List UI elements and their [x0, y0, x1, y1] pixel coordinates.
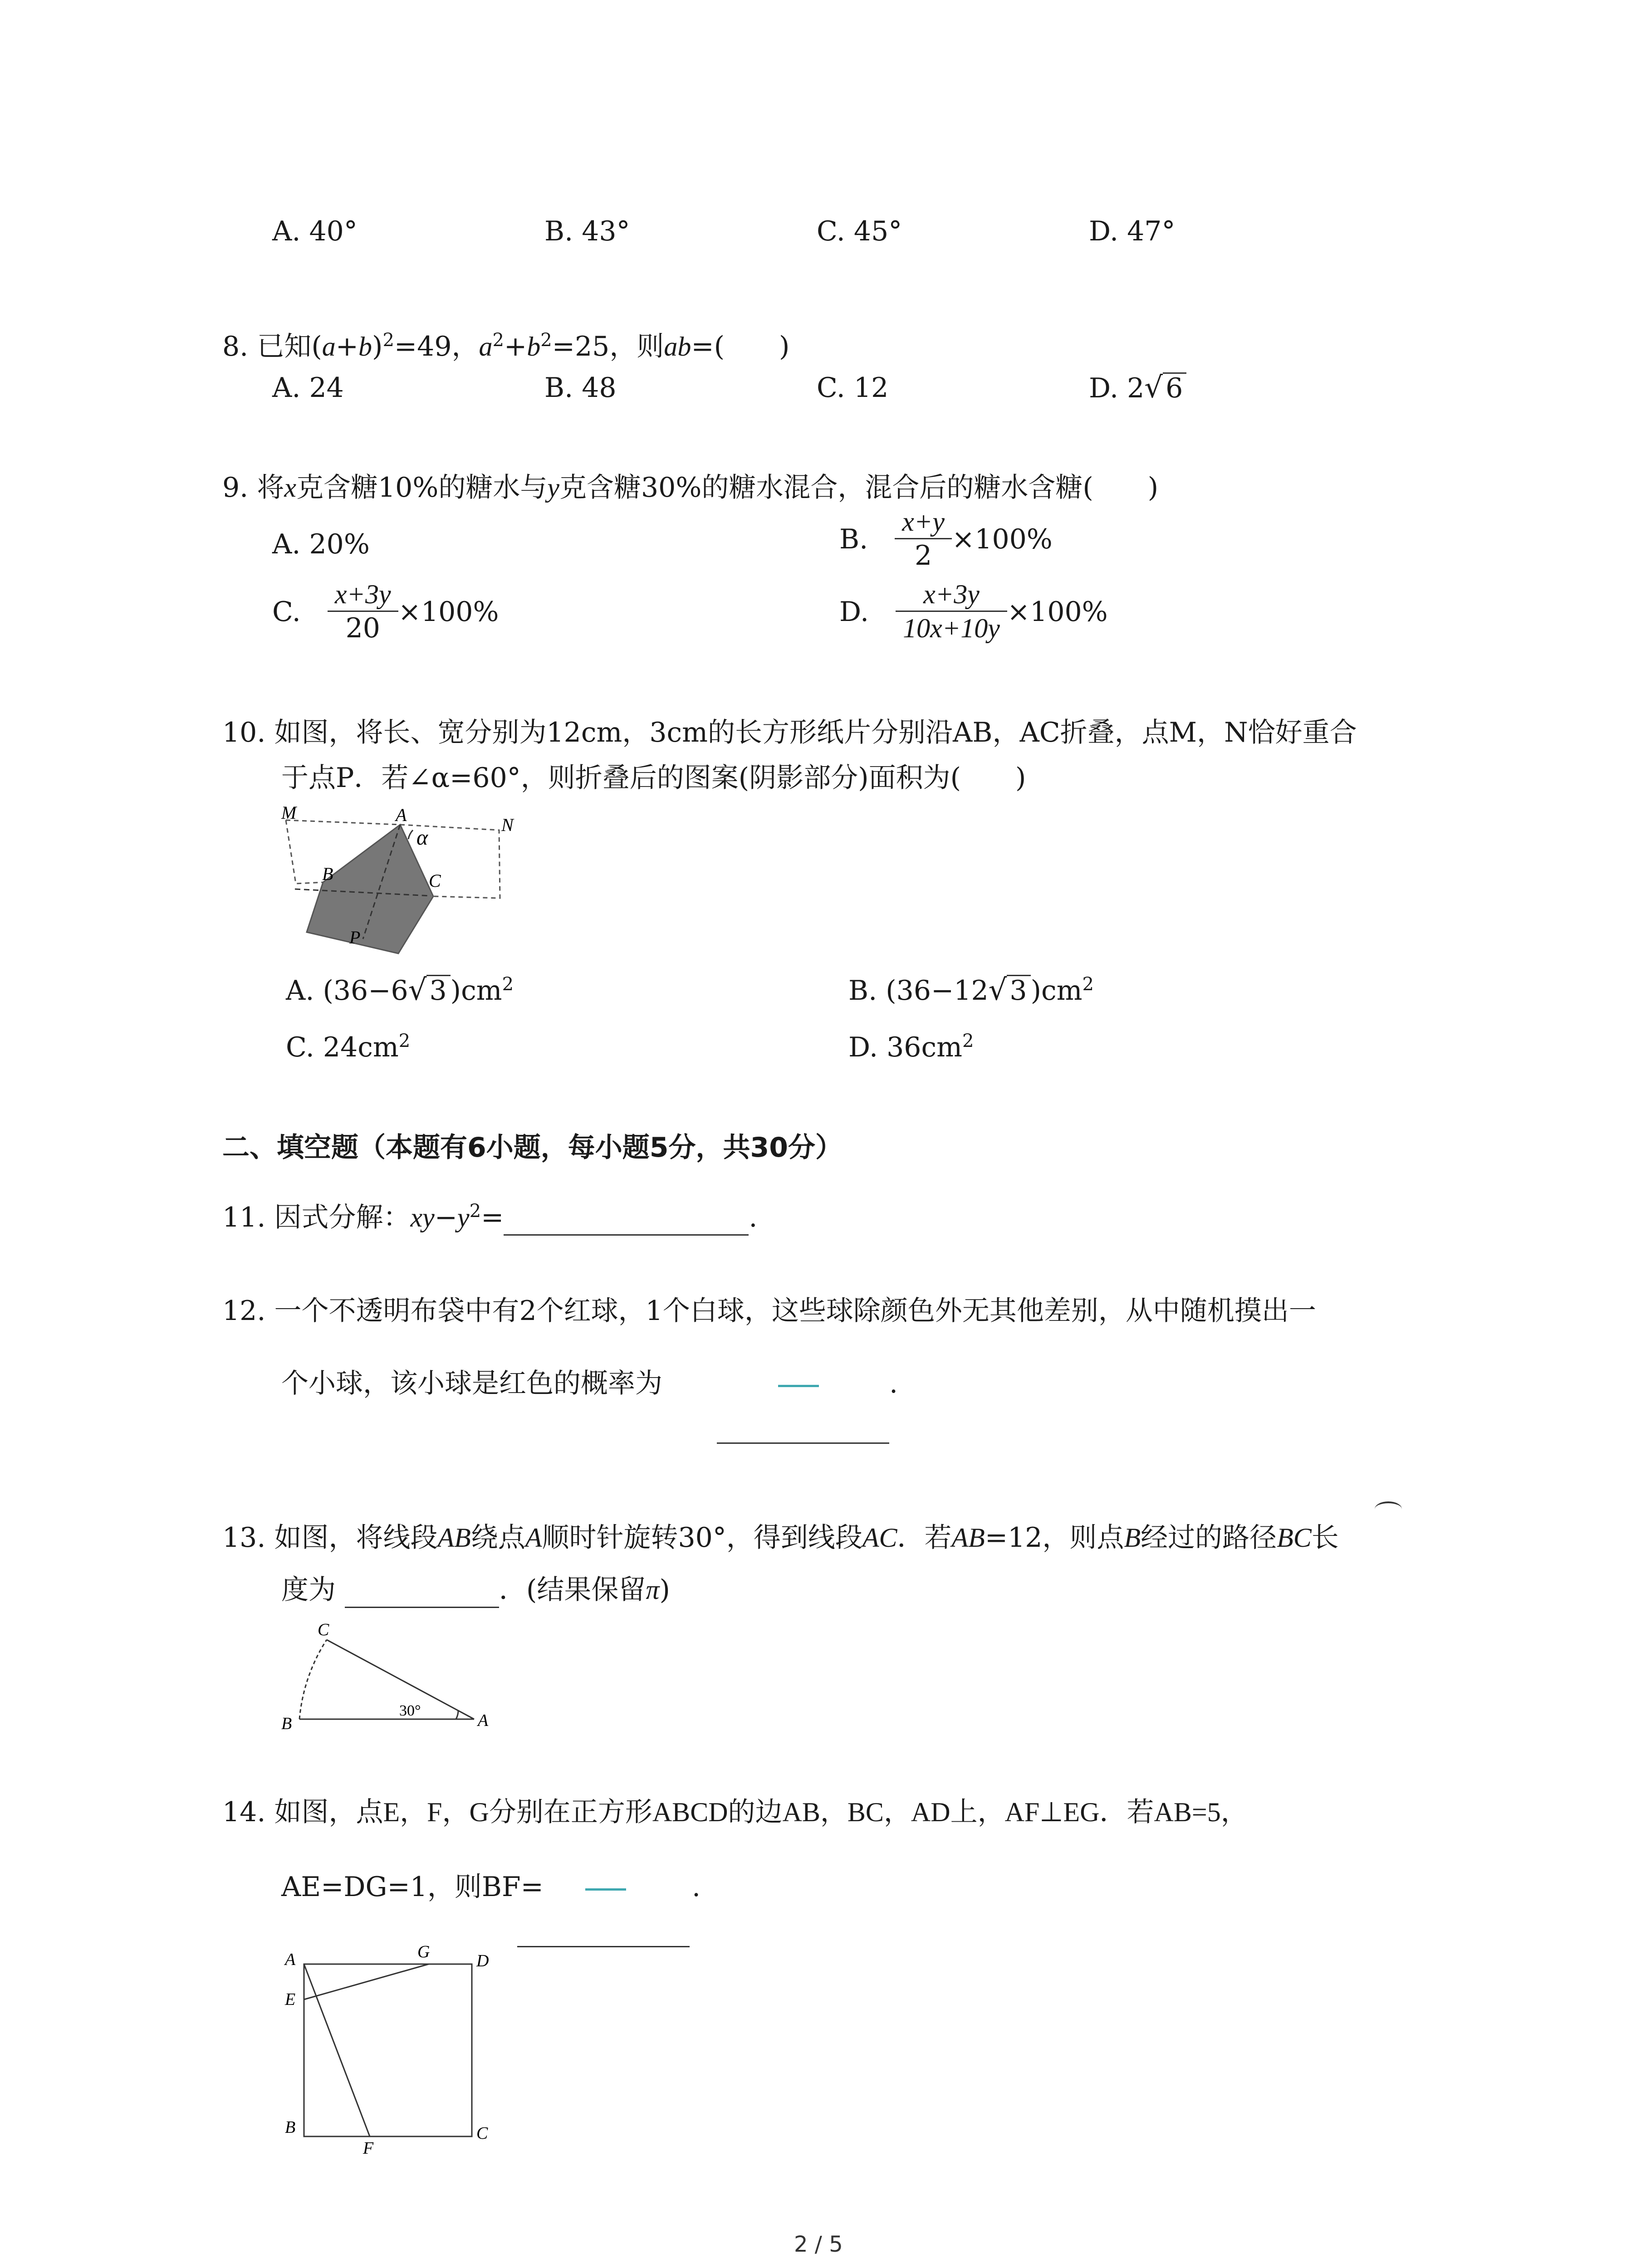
- q10-label-alpha: α: [416, 826, 428, 850]
- q11-stem: 11. 因式分解：$xy-y^2=$ .: [222, 1193, 758, 1236]
- q13-stem-line1: 13. 如图，将线段AB绕点A顺时针旋转30°，得到线段AC．若AB=12，则点B经过的路径BC长: [222, 1522, 1339, 1554]
- q7-option-b: B. 43°: [544, 215, 630, 247]
- q12-tail: .: [889, 1368, 898, 1399]
- q12-answer-mark: [778, 1381, 819, 1390]
- q13-answer-blank[interactable]: [345, 1579, 499, 1608]
- q14-answer-blank[interactable]: [517, 1919, 690, 1947]
- q14-label-e: E: [285, 1990, 296, 2009]
- q10-option-c: C. $24cm^2$: [286, 1031, 411, 1063]
- q10-stem-line1: 10. 如图，将长、宽分别为12cm，3cm的长方形纸片分别沿AB，AC折叠，点M，N恰好重合: [222, 717, 1357, 748]
- section-heading: 二、填空题（本题有6小题，每小题5分，共30分）: [222, 1132, 843, 1163]
- q13-label-angle: 30°: [399, 1702, 421, 1719]
- q13-arc-mark: [1375, 1501, 1402, 1517]
- q14-label-f: F: [363, 2139, 374, 2155]
- q12-stem-line2: 个小球，该小球是红色的概率为: [281, 1368, 662, 1399]
- q9-option-a: A. 20%: [272, 528, 370, 560]
- q9-option-d: D. $\frac{x+3y}{10x+10y}$ ×100%: [839, 581, 1108, 647]
- q8-option-a: A. 24: [272, 372, 344, 404]
- q14-figure: [272, 1941, 508, 2155]
- q13-stem-line2: 度为 ．(结果保留π): [281, 1572, 670, 1608]
- q14-stem-line1: 14. 如图，点E，F，G分别在正方形ABCD的边AB，BC，AD上，AF⊥EG．若AB=5，: [222, 1796, 1248, 1828]
- q14-label-c: C: [476, 2124, 488, 2143]
- q13-label-b: B: [281, 1714, 292, 1733]
- q7-option-a: A. 40°: [272, 215, 358, 247]
- q10-label-n: N: [501, 815, 514, 835]
- q12-stem-line1: 12. 一个不透明布袋中有2个红球，1个白球，这些球除颜色外无其他差别，从中随机摸出一: [222, 1295, 1316, 1327]
- q8-option-c: C. 12: [817, 372, 889, 404]
- q8-option-d: D. 2√ 6: [1089, 370, 1186, 406]
- q10-option-a: A. (36−6√ 3 )$cm^2$: [286, 973, 514, 1007]
- q7-option-c: C. 45°: [817, 215, 902, 247]
- q10-label-b: B: [322, 864, 333, 884]
- q8-stem: 8. 已知$(a+b)^2=49$，$a^2+b^2=25$，则ab=( ): [222, 330, 790, 362]
- q10-label-m: M: [281, 803, 297, 823]
- q11-answer-blank[interactable]: [504, 1207, 749, 1236]
- q14-label-a: A: [285, 1950, 296, 1969]
- q14-stem-line2: AE=DG=1，则BF=: [281, 1871, 544, 1903]
- q14-answer-mark: [585, 1885, 626, 1893]
- q10-figure: [272, 803, 526, 971]
- q9-stem: 9. 将x克含糖10%的糖水与y克含糖30%的糖水混合，混合后的糖水含糖( ): [222, 472, 1159, 503]
- q13-label-c: C: [318, 1620, 329, 1639]
- q10-label-c: C: [429, 870, 441, 891]
- q9-option-b: B. $\frac{x+y}{2}$ ×100%: [839, 508, 1053, 575]
- q14-label-d: D: [476, 1951, 489, 1970]
- q14-tail: .: [692, 1871, 701, 1903]
- q13-figure: [272, 1615, 508, 1742]
- q9-option-c: C. $\frac{x+3y}{20}$ ×100%: [272, 581, 499, 647]
- q10-option-d: D. $36cm^2$: [848, 1031, 974, 1063]
- q10-label-a: A: [396, 805, 407, 825]
- q10-shaded-region: [307, 825, 433, 953]
- q10-label-p: P: [349, 927, 361, 948]
- q13-label-a: A: [478, 1711, 489, 1730]
- q12-answer-blank[interactable]: [717, 1415, 889, 1444]
- q10-option-b: B. (36−12√ 3 )$cm^2$: [848, 973, 1094, 1007]
- q14-label-g: G: [417, 1942, 430, 1961]
- q8-option-b: B. 48: [544, 372, 617, 404]
- page-number: 2 / 5: [794, 2232, 843, 2257]
- q7-option-d: D. 47°: [1089, 215, 1176, 247]
- q14-label-b: B: [285, 2118, 296, 2137]
- q10-stem-line2: 于点P．若∠α=60°，则折叠后的图案(阴影部分)面积为( ): [281, 762, 1026, 794]
